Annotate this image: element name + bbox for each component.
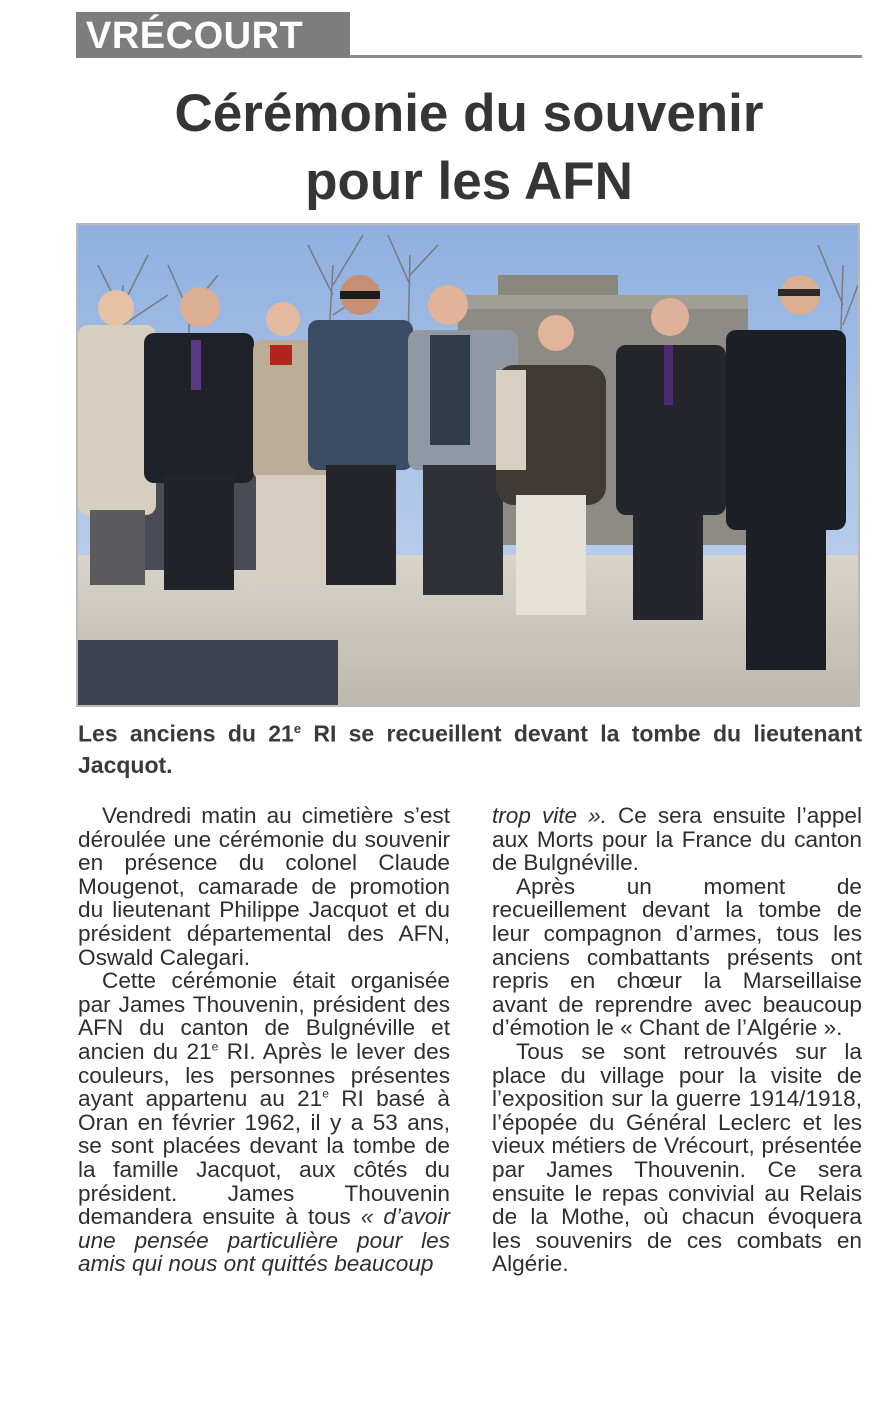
grave-slab — [78, 640, 338, 705]
article-paragraph-2-part-1: Cette cérémonie était organisée par James Thouvenin, président des AFN du canton de Bulgnéville et ancien du 21e RI. Après le lever des couleurs, les personnes présentes ayant appartenu au 21e RI basé à Oran en février 1962, il y a 53 ans, se sont placées devant la tombe de la famille Jacquot, aux côtés du président. James Thouvenin demandera ensuite à tous « d’avoir une pensée particulière pour les amis qui nous ont quittés beaucoup — [78, 968, 450, 1277]
photo-caption — [78, 713, 862, 781]
headline — [76, 80, 862, 216]
article-paragraph-1: Vendredi matin au cimetière s’est déroulée une cérémonie du souvenir en présence du colonel Claude Mougenot, camarade de promotion du lieutenant Philippe Jacquot et du président départemental des AFN, Oswald Calegari. — [78, 803, 450, 970]
headline-line-1: Cérémonie du souvenir — [174, 84, 764, 143]
article-column-left — [78, 804, 450, 1276]
article-paragraph-2-part-2: trop vite ». Ce sera ensuite l’appel aux Morts pour la France du canton de Bulgnéville. — [492, 803, 862, 876]
article-column-right — [492, 804, 862, 1276]
quote-part-1: « d’avoir une pensée particulière pour les amis qui nous ont quittés beaucoup — [78, 1204, 450, 1277]
section-rubric — [76, 12, 862, 58]
quote-part-2: trop vite ». — [492, 803, 607, 828]
news-photo — [76, 223, 860, 707]
rubric-label: VRÉCOURT — [86, 15, 304, 57]
caption-text-end: RI se recueillent devant la tombe du lieutenant Jacquot. — [78, 720, 862, 778]
caption-text-start: Les anciens du 21 — [78, 720, 294, 747]
headline-line-2: pour les AFN — [305, 152, 633, 211]
article-paragraph-4: Tous se sont retrouvés sur la place du village pour la visite de l’exposition sur la guerre 1914/1918, l’épopée du Général Leclerc et les vieux métiers de Vrécourt, présentée par James Thouvenin. Ce sera ensuite le repas convivial au Relais de la Mothe, où chacun évoquera les souvenirs de ces combats en Algérie. — [492, 1038, 862, 1277]
rubric-box — [76, 12, 350, 58]
caption-superscript: e — [293, 721, 302, 736]
photo-illustration — [78, 225, 858, 705]
article-paragraph-3: Après un moment de recueillement devant la tombe de leur compagnon d’armes, tous les anciens combattants présents ont repris en chœur la Marseillaise avant de reprendre avec beaucoup d’émotion le « Chant de l’Algérie ». — [492, 873, 862, 1041]
